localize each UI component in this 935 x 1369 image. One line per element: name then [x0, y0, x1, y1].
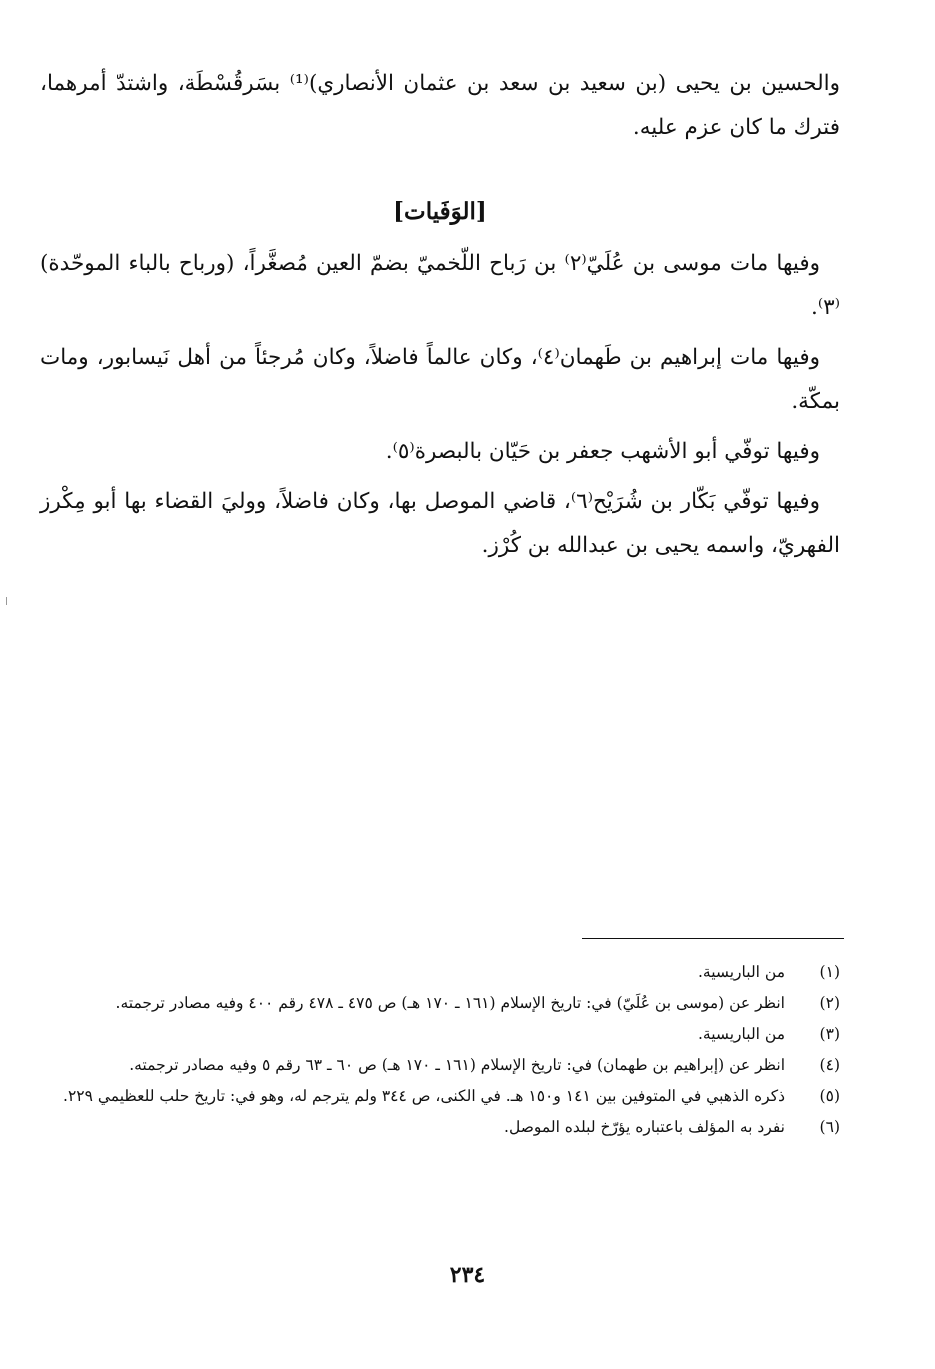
intro-paragraph: والحسين بن يحيى (بن سعيد بن سعد بن عثمان الأنصاري)⁽¹⁾ بسَرقُسْطَة، واشتدّ أمرهما، فترك ما كان عزم عليه. [40, 71, 841, 140]
footnotes [40, 958, 840, 1144]
main-text [40, 62, 840, 574]
footnote-item [40, 1113, 840, 1141]
footnote-item [40, 1020, 840, 1048]
footnote-divider [582, 938, 844, 939]
footnote-item [40, 989, 840, 1017]
footnote-text: ذكره الذهبي في المتوفين بين ١٤١ و١٥٠ هـ. في الكنى، ص ٣٤٤ ولم يترجم له، وهو في: تاريخ حلب للعظيمي ٢٢٩. [63, 1087, 785, 1105]
footnote-item [40, 958, 840, 986]
page-number: ٢٣٤ [449, 1262, 486, 1288]
footnote-number: (٣) [819, 1025, 840, 1043]
footnote-number: (٦) [819, 1118, 840, 1136]
footnote-number: (١) [819, 963, 840, 981]
footnote-text: انظر عن (موسى بن عُلَيّ) في: تاريخ الإسلام (١٦١ ـ ١٧٠ هـ) ص ٤٧٥ ـ ٤٧٨ رقم ٤٠٠ وفيه مصادر ترجمته. [115, 994, 785, 1012]
paragraph-musa: وفيها مات موسى بن عُلَيّ⁽٢⁾ بن رَباح اللّخميّ بضمّ العين مُصغَّراً، (ورباح بالباء الموحّدة)⁽٣⁾. [40, 251, 840, 320]
footnote-text: من الباريسية. [698, 963, 785, 981]
footnote-text: نفرد به المؤلف باعتباره يؤرّخ لبلده الموصل. [504, 1118, 785, 1136]
footnote-number: (٢) [819, 994, 840, 1012]
margin-mark [6, 597, 7, 605]
paragraph-bakkar: وفيها توفّي بَكّار بن شُرَيْح⁽٦⁾، قاضي الموصل بها، وكان فاضلاً، ووليَ القضاء بها أبو مِكْرز الفهريّ، واسمه يحيى بن عبدالله بن كُرْز. [40, 489, 840, 558]
paragraph-abu-ashhab: وفيها توفّي أبو الأشهب جعفر بن حَيّان بالبصرة⁽٥⁾. [385, 439, 820, 464]
footnote-item [40, 1051, 840, 1079]
paragraph-ibrahim: وفيها مات إبراهيم بن طَهمان⁽٤⁾، وكان عالماً فاضلاً، وكان مُرجئاً من أهل نَيسابور، ومات بمكّة. [40, 345, 840, 414]
footnote-number: (٤) [819, 1056, 840, 1074]
footnote-text: من الباريسية. [698, 1025, 785, 1043]
footnote-number: (٥) [819, 1087, 840, 1105]
section-heading: [الوَفَيات] [393, 198, 487, 225]
footnote-text: انظر عن (إبراهيم بن طهمان) في: تاريخ الإسلام (١٦١ ـ ١٧٠ هـ) ص ٦٠ ـ ٦٣ رقم ٥ وفيه مصادر ترجمته. [129, 1056, 785, 1074]
footnote-item [40, 1082, 840, 1110]
